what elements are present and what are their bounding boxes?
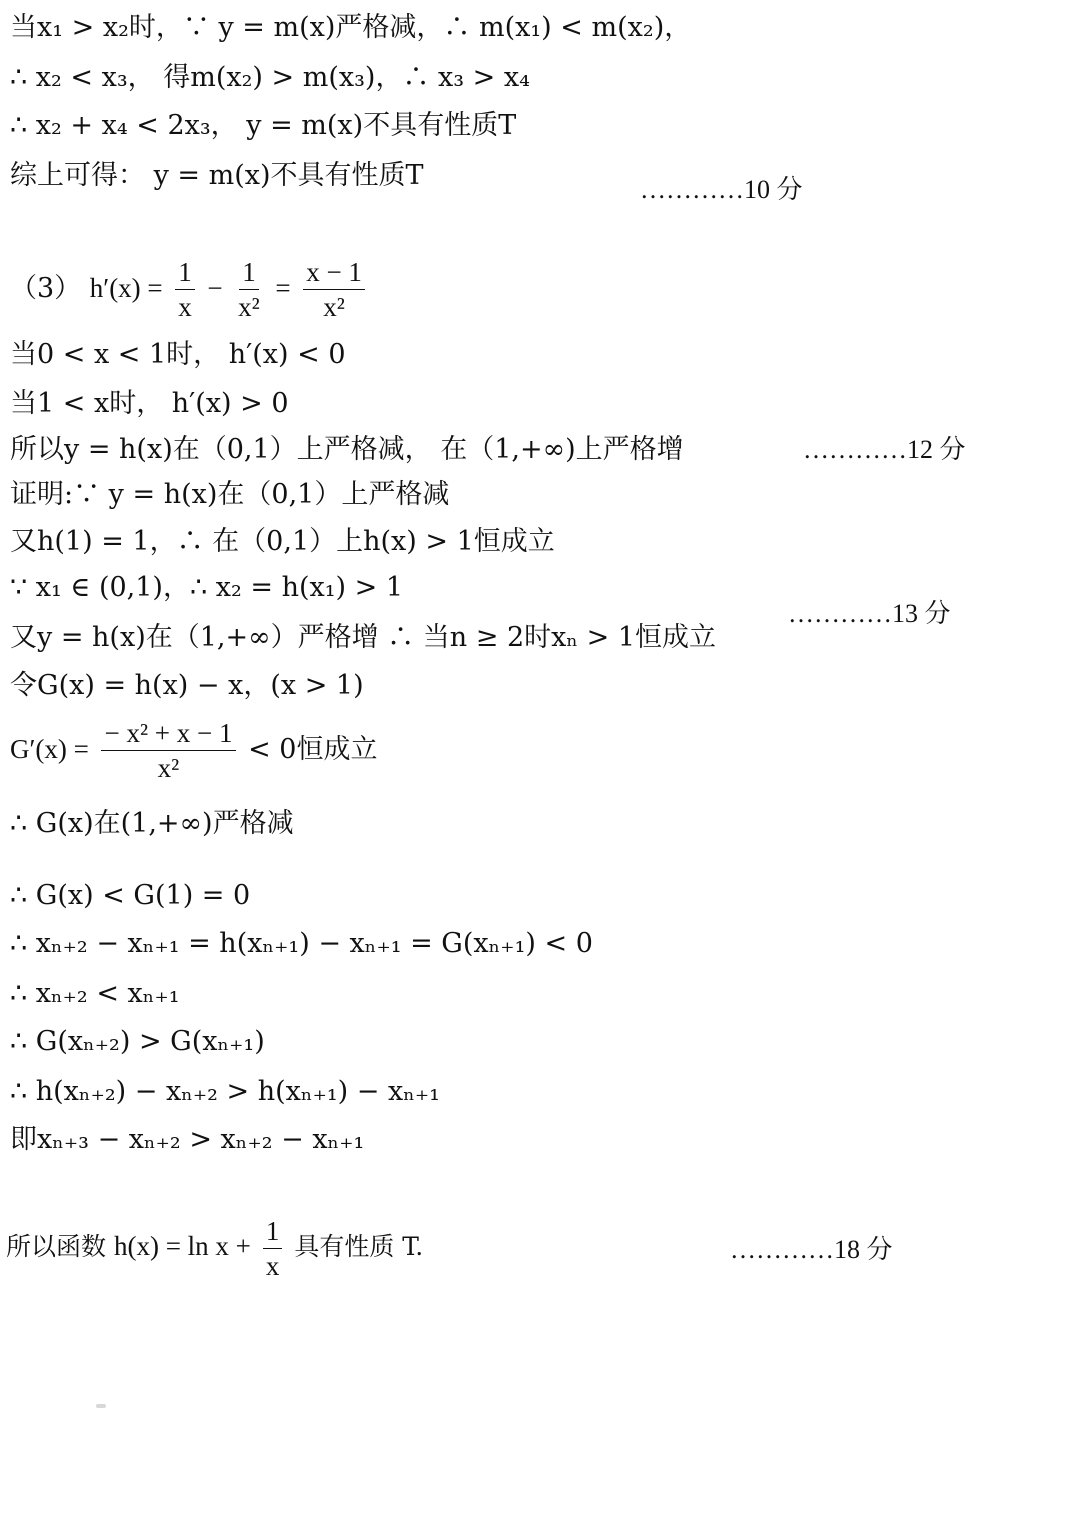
proof-line-13: ∴ G(x)在(1,+∞)严格减 — [10, 808, 294, 839]
proof-line-19: 即xₙ₊₃ − xₙ₊₂ > xₙ₊₂ − xₙ₊₁ — [10, 1124, 365, 1155]
proof-line-14: ∴ G(x) < G(1) = 0 — [10, 880, 251, 911]
score-12: …………12 分 — [803, 435, 966, 464]
proof-line-11: 又y = h(x)在（1,+∞）严格增 ∴ 当n ≥ 2时xₙ > 1恒成立 — [10, 622, 716, 653]
proof-line-2: ∴ x₂ < x₃， 得m(x₂) > m(x₃)，∴ x₃ > x₄ — [10, 62, 530, 93]
proof-line-16: ∴ xₙ₊₂ < xₙ₊₁ — [10, 978, 180, 1009]
fraction-denominator: x² — [238, 292, 260, 322]
fraction-numerator: x − 1 — [303, 255, 365, 290]
g-derivative-rhs: < 0恒成立 — [248, 734, 378, 765]
fraction-denominator: x — [265, 1251, 280, 1281]
fraction-numerator: − x² + x − 1 — [101, 716, 235, 751]
proof-line-8: 证明:∵ y = h(x)在（0,1）上严格减 — [10, 479, 450, 510]
conclusion-fraction — [263, 1214, 283, 1283]
proof-line-12: 令G(x) = h(x) − x，(x > 1) — [10, 670, 364, 701]
proof-line-1: 当x₁ > x₂时，∵ y = m(x)严格减，∴ m(x₁) < m(x₂)， — [10, 12, 692, 43]
proof-line-7: 所以y = h(x)在（0,1）上严格减， 在（1,+∞)上严格增 — [10, 434, 684, 465]
minus-sign: − — [207, 273, 223, 303]
g-derivative-fraction — [101, 716, 235, 785]
fraction-1-over-x — [175, 255, 195, 324]
score-18: …………18 分 — [730, 1235, 893, 1264]
fraction-numerator: 1 — [239, 255, 259, 290]
proof-line-3: ∴ x₂ + x₄ < 2x₃， y = m(x)不具有性质T — [10, 110, 517, 141]
g-derivative — [10, 716, 377, 785]
part3-lhs: h′(x) = — [89, 273, 163, 303]
proof-line-10: ∵ x₁ ∈ (0,1)，∴ x₂ = h(x₁) > 1 — [10, 572, 404, 603]
fraction-result — [303, 255, 365, 324]
g-derivative-lhs: G′(x) = — [10, 734, 89, 764]
part3-label: （3） — [10, 273, 82, 304]
conclusion-line — [6, 1214, 423, 1283]
part3-derivative — [10, 255, 369, 324]
proof-line-18: ∴ h(xₙ₊₂) − xₙ₊₂ > h(xₙ₊₁) − xₙ₊₁ — [10, 1076, 440, 1107]
conclusion-expr: h(x) = ln x + — [113, 1231, 251, 1261]
proof-line-4: 综上可得： y = m(x)不具有性质T — [10, 160, 424, 191]
score-13: …………13 分 — [788, 599, 951, 628]
fraction-numerator: 1 — [175, 255, 195, 290]
fraction-1-over-x-squared — [235, 255, 263, 324]
equals-sign: = — [275, 273, 291, 303]
proof-line-15: ∴ xₙ₊₂ − xₙ₊₁ = h(xₙ₊₁) − xₙ₊₁ = G(xₙ₊₁) < 0 — [10, 928, 593, 959]
conclusion-suffix: 具有性质 T. — [294, 1232, 424, 1261]
proof-line-6: 当1 < x时， h′(x) > 0 — [10, 388, 289, 419]
scan-speck — [96, 1404, 106, 1408]
fraction-denominator: x² — [323, 292, 345, 322]
proof-line-5: 当0 < x < 1时， h′(x) < 0 — [10, 339, 346, 370]
fraction-denominator: x — [178, 292, 192, 322]
conclusion-prefix: 所以函数 — [6, 1232, 107, 1261]
proof-line-17: ∴ G(xₙ₊₂) > G(xₙ₊₁) — [10, 1026, 265, 1057]
score-10: …………10 分 — [640, 175, 803, 204]
proof-line-9: 又h(1) = 1，∴ 在（0,1）上h(x) > 1恒成立 — [10, 526, 555, 557]
fraction-numerator: 1 — [263, 1214, 283, 1249]
fraction-denominator: x² — [157, 753, 180, 783]
